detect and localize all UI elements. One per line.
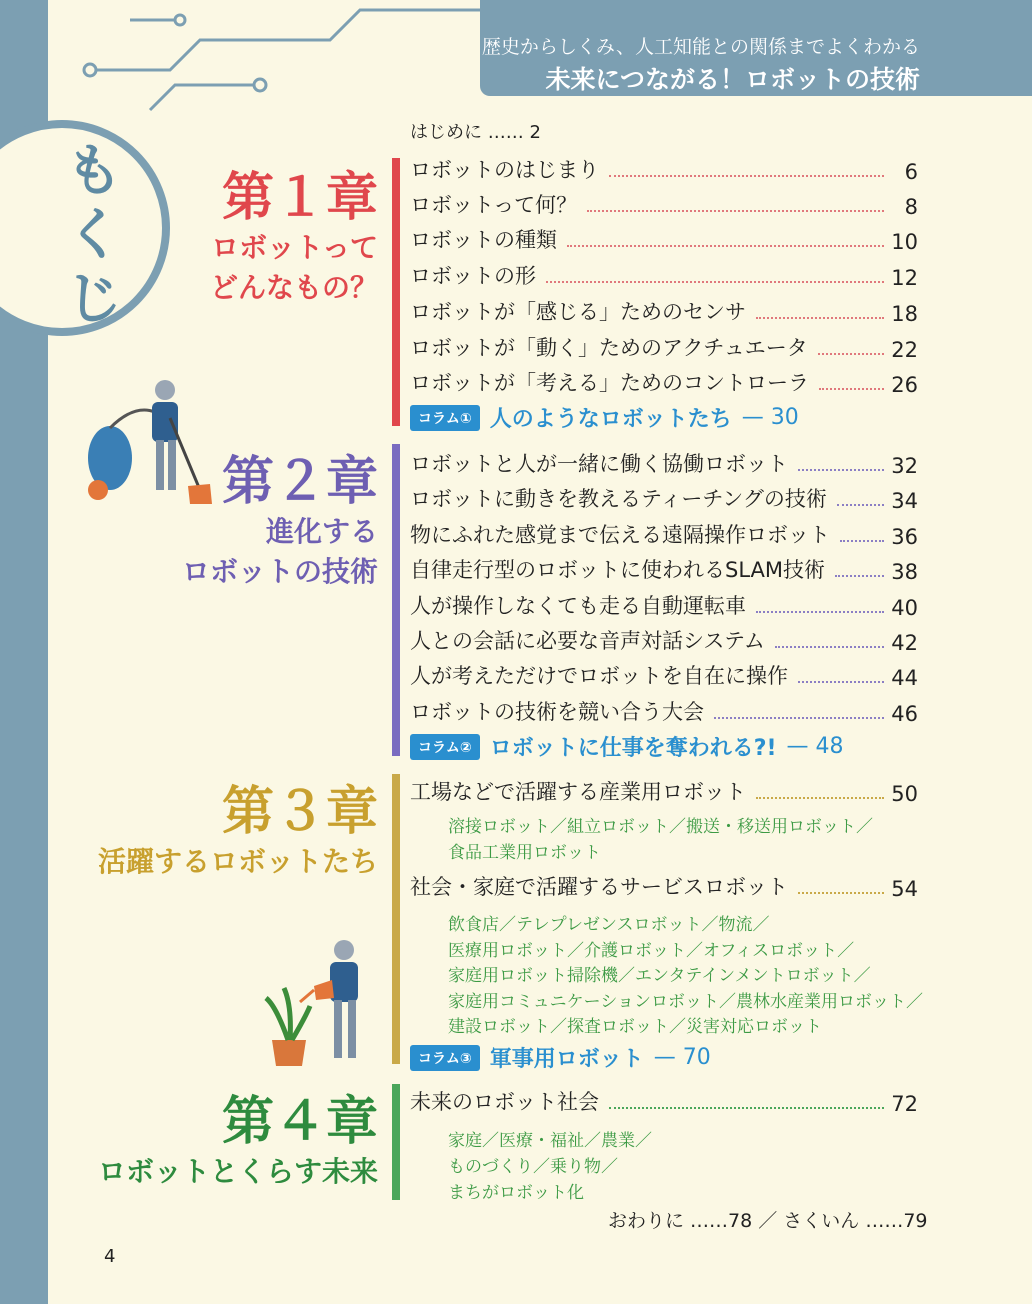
circuit-decoration xyxy=(0,0,500,130)
chapter-1-heading xyxy=(210,168,378,308)
chapter-2-number: 第２章 xyxy=(221,452,378,512)
entry-title: ロボットのはじまり xyxy=(410,158,599,182)
entry-title: 未来のロボット社会 xyxy=(410,1090,599,1114)
entry-title: ロボットが「考える」ためのコントローラ xyxy=(410,371,809,395)
chapter-1-title-line1: ロボットって xyxy=(211,231,378,264)
entry-title: ロボットに動きを教えるティーチングの技術 xyxy=(410,487,827,511)
leader-dots xyxy=(835,575,884,577)
entry-title: 人との会話に必要な音声対話システム xyxy=(410,629,765,653)
column-1-entry[interactable] xyxy=(410,402,799,433)
chapter-4-line xyxy=(392,1084,400,1200)
column-page: — 70 xyxy=(653,1045,711,1070)
chapter-3-title-line1: 活躍するロボットたち xyxy=(97,845,378,878)
leader-dots xyxy=(756,797,884,799)
entry-page: 12 xyxy=(891,266,918,290)
entry-title: ロボットが「感じる」ためのセンサ xyxy=(410,300,746,324)
leader-dots xyxy=(818,353,884,355)
entry-title: 自律走行型のロボットに使われるSLAM技術 xyxy=(410,558,825,582)
entry-page: 72 xyxy=(891,1092,918,1116)
chapter-1-title-line2: どんなもの？ xyxy=(209,271,378,304)
column-title: 人のようなロボットたち xyxy=(489,407,732,432)
sub-item-line: 建設ロボット／探査ロボット／災害対応ロボット xyxy=(448,1017,822,1037)
leader-dots xyxy=(798,892,884,894)
toc-entry[interactable] xyxy=(410,776,918,806)
entry-title: 社会・家庭で活躍するサービスロボット xyxy=(410,875,788,899)
leader-dots xyxy=(819,388,884,390)
leader-dots xyxy=(609,175,884,177)
intro-entry[interactable]: はじめに …… 2 xyxy=(410,122,541,143)
toc-entry[interactable] xyxy=(410,189,918,219)
sub-item-line: 食品工業用ロボット xyxy=(448,843,601,863)
chapter-4-number: 第４章 xyxy=(221,1092,378,1152)
leader-dots xyxy=(714,717,884,719)
toc-entry[interactable] xyxy=(410,260,918,290)
robot-watering-plant-illustration xyxy=(262,936,382,1070)
entry-page: 40 xyxy=(891,596,918,620)
toc-label: もくじ xyxy=(66,139,122,332)
toc-entry[interactable] xyxy=(410,367,918,397)
toc-entry[interactable] xyxy=(410,154,918,184)
toc-entry[interactable] xyxy=(410,625,918,655)
toc-entry[interactable] xyxy=(410,871,918,901)
sub-item-line: 家庭／医療・福祉／農業／ xyxy=(448,1131,652,1151)
column-badge: コラム② xyxy=(410,734,480,760)
chapter-1-number: 第１章 xyxy=(221,168,378,228)
entry-page: 22 xyxy=(891,338,918,362)
closing-entries[interactable]: おわりに ……78 ／ さくいん ……79 xyxy=(608,1210,928,1232)
entry-page: 50 xyxy=(891,782,918,806)
leader-dots xyxy=(837,504,884,506)
toc-entry[interactable] xyxy=(410,696,918,726)
toc-entry[interactable] xyxy=(410,519,918,549)
toc-entry[interactable] xyxy=(410,332,918,362)
entry-page: 46 xyxy=(891,702,918,726)
chapter-3-line xyxy=(392,774,400,1064)
entry-page: 54 xyxy=(891,877,918,901)
toc-entry[interactable] xyxy=(410,660,918,690)
entry-title: ロボットが「動く」ためのアクチュエータ xyxy=(410,336,808,360)
entry-title: 物にふれた感覚まで伝える遠隔操作ロボット xyxy=(410,523,830,547)
leader-dots xyxy=(798,681,884,683)
sub-item-line: 医療用ロボット／介護ロボット／オフィスロボット／ xyxy=(448,941,855,961)
chapter-1-line xyxy=(392,158,400,426)
leader-dots xyxy=(756,611,884,613)
entry-page: 8 xyxy=(904,195,918,219)
chapter-4-title-line1: ロボットとくらす未来 xyxy=(97,1155,378,1188)
column-title: ロボットに仕事を奪われる?! xyxy=(489,736,777,761)
entry-page: 18 xyxy=(891,302,918,326)
leader-dots xyxy=(609,1107,884,1109)
entry-page: 42 xyxy=(891,631,918,655)
chapter-2-line xyxy=(392,444,400,756)
entry-page: 44 xyxy=(891,666,918,690)
leader-dots xyxy=(798,469,884,471)
chapter-2-heading xyxy=(182,452,378,592)
toc-entry[interactable] xyxy=(410,448,918,478)
leader-dots xyxy=(840,540,884,542)
column-3-entry[interactable] xyxy=(410,1042,711,1073)
chapter-3-heading xyxy=(98,782,378,882)
page-number: 4 xyxy=(104,1246,116,1267)
sub-item-line: 飲食店／テレプレゼンスロボット／物流／ xyxy=(448,915,770,935)
entry-page: 26 xyxy=(891,373,918,397)
sub-item-line: まちがロボット化 xyxy=(448,1183,584,1203)
sub-item-line: 家庭用コミュニケーションロボット／農林水産業用ロボット／ xyxy=(448,992,923,1012)
entry-page: 32 xyxy=(891,454,918,478)
entry-title: 人が操作しなくても走る自動運転車 xyxy=(410,594,746,618)
column-2-entry[interactable] xyxy=(410,731,844,762)
chapter-2-title-line1: 進化する xyxy=(265,515,378,548)
column-page: — 48 xyxy=(786,734,844,759)
sub-item-line: ものづくり／乗り物／ xyxy=(448,1157,618,1177)
column-page: — 30 xyxy=(741,405,799,430)
banner-title: 未来につながる！ロボットの技術 xyxy=(545,65,920,94)
toc-entry[interactable] xyxy=(410,1086,918,1116)
entry-title: 人が考えただけでロボットを自在に操作 xyxy=(410,664,788,688)
entry-page: 10 xyxy=(891,230,918,254)
leader-dots xyxy=(756,317,884,319)
entry-page: 36 xyxy=(891,525,918,549)
column-badge: コラム③ xyxy=(410,1045,480,1071)
toc-entry[interactable] xyxy=(410,483,918,513)
entry-title: ロボットの技術を競い合う大会 xyxy=(410,700,704,724)
toc-entry[interactable] xyxy=(410,590,918,620)
leader-dots xyxy=(775,646,884,648)
entry-page: 34 xyxy=(891,489,918,513)
toc-entry[interactable] xyxy=(410,224,918,254)
entry-title: ロボットって何？ xyxy=(410,193,578,217)
column-title: 軍事用ロボット xyxy=(489,1047,644,1072)
leader-dots xyxy=(587,210,884,212)
header-banner xyxy=(480,0,1032,96)
toc-entry[interactable] xyxy=(410,554,918,584)
toc-entry[interactable] xyxy=(410,296,918,326)
chapter-2-title-line2: ロボットの技術 xyxy=(181,555,378,588)
column-badge: コラム① xyxy=(410,405,480,431)
entry-title: ロボットと人が一緒に働く協働ロボット xyxy=(410,452,788,476)
sub-item-line: 溶接ロボット／組立ロボット／搬送・移送用ロボット／ xyxy=(448,817,873,837)
chapter-3-number: 第３章 xyxy=(221,782,378,842)
sub-item-line: 家庭用ロボット掃除機／エンタテインメントロボット／ xyxy=(448,966,871,986)
entry-page: 6 xyxy=(904,160,918,184)
chapter-4-heading xyxy=(98,1092,378,1192)
entry-title: 工場などで活躍する産業用ロボット xyxy=(410,780,746,804)
entry-title: ロボットの種類 xyxy=(410,228,557,252)
leader-dots xyxy=(567,245,884,247)
banner-subtitle: 歴史からしくみ、人工知能との関係までよくわかる xyxy=(481,36,920,58)
entry-title: ロボットの形 xyxy=(410,264,536,288)
entry-page: 38 xyxy=(891,560,918,584)
leader-dots xyxy=(546,281,884,283)
